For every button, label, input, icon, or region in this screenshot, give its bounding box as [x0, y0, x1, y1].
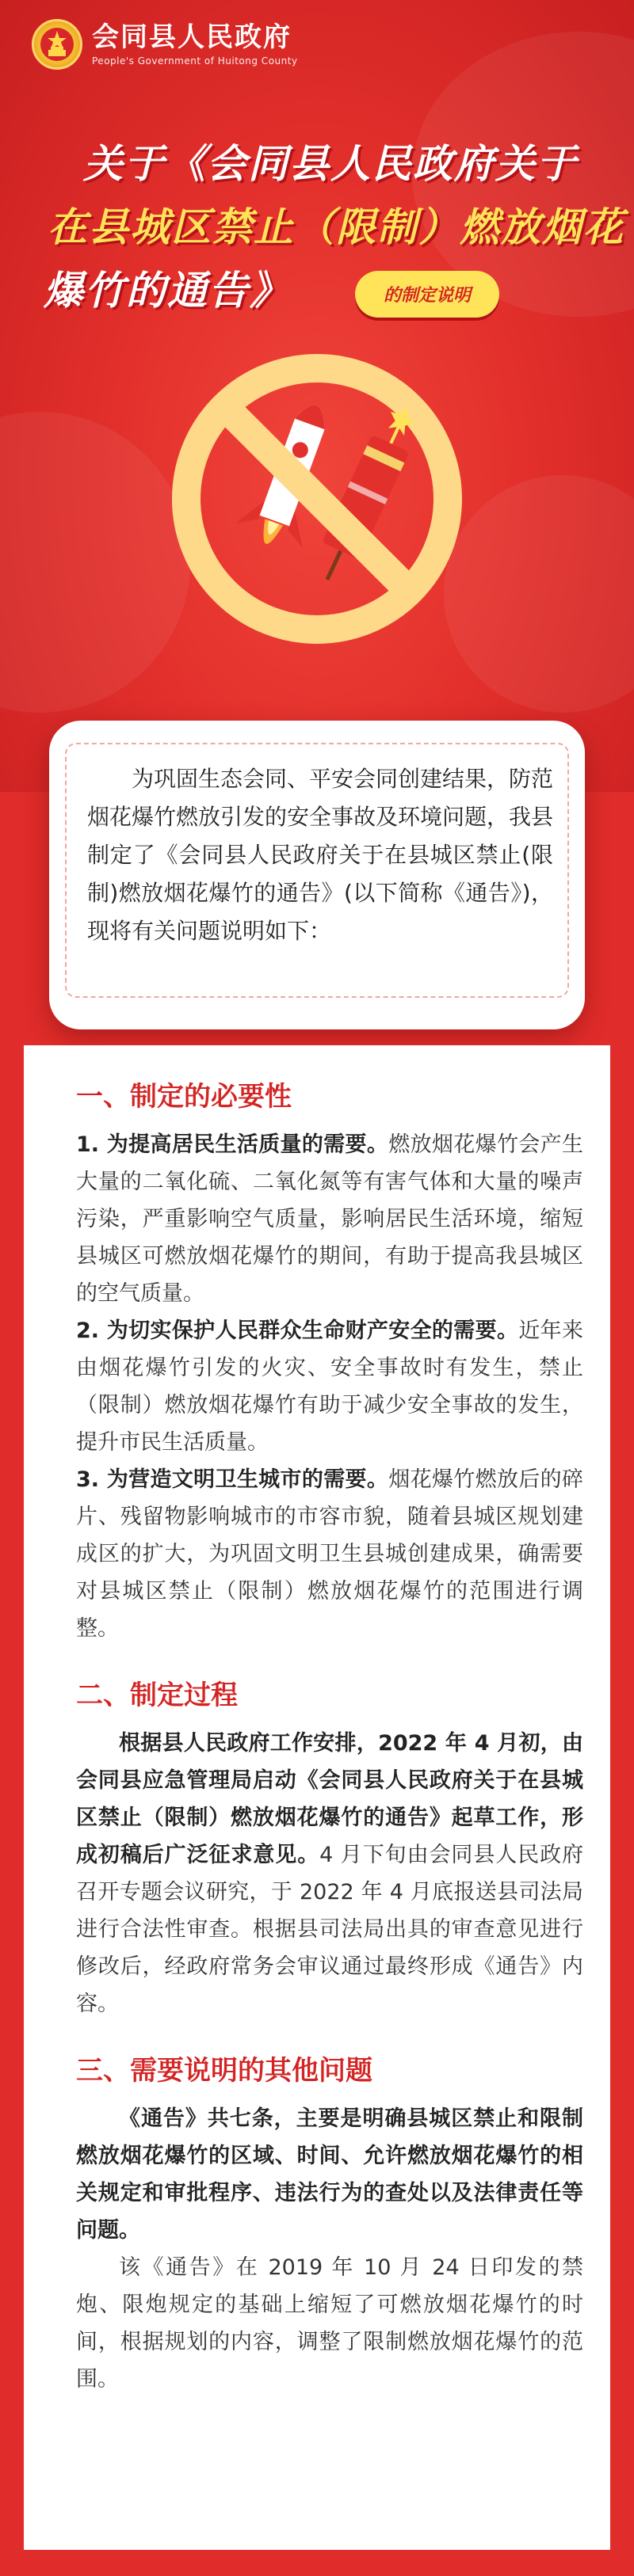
title-line-3: 爆竹的通告》: [44, 268, 291, 314]
section-2-body: 4 月下旬由会同县人民政府召开专题会议研究，于 2022 年 4 月底报送县司法局进行合法性审查。根据县司法局出具的审查意见进行修改后，经政府常务会审议通过最终形成《通告》内容。: [76, 1843, 584, 2016]
org-name: 会同县人民政府: [92, 21, 292, 53]
section-1-para-1: [76, 1126, 583, 1312]
section-1-para-1-lead: 1. 为提高居民生活质量的需要。: [76, 1132, 389, 1157]
section-1-para-3: [76, 1461, 583, 1647]
hero-banner: [0, 0, 634, 792]
section-1-para-3-body: 烟花爆竹燃放后的碎片、残留物影响城市的市容市貌，随着县城区规划建成区的扩大，为巩固文明卫生县城创建成果，确需要对县城区禁止（限制）燃放烟花爆竹的范围进行调整。: [76, 1467, 583, 1641]
section-1-title: 一、制定的必要性: [76, 1081, 292, 1113]
intro-frame: [65, 743, 569, 998]
section-3-para-1: [76, 2100, 583, 2249]
logo[interactable]: [32, 19, 298, 70]
intro-card: [49, 721, 585, 1029]
section-1-para-2-body: 近年来由烟花爆竹引发的火灾、安全事故时有发生，禁止（限制）燃放烟花爆竹有助于减少安全事故的发生，提升市民生活质量。: [76, 1318, 583, 1455]
section-1-para-1-body: 燃放烟花爆竹会产生大量的二氧化硫、二氧化氮等有害气体和大量的噪声污染，严重影响空气质量，影响居民生活环境，缩短县城区可燃放烟花爆竹的期间，有助于提高我县城区的空气质量。: [76, 1132, 583, 1306]
section-1-para-2-lead: 2. 为切实保护人民群众生命财产安全的需要。: [76, 1318, 519, 1343]
title-line-1: 关于《会同县人民政府关于: [83, 141, 578, 187]
section-2-para: [76, 1725, 583, 2022]
org-name-en: People's Government of Huitong County: [92, 55, 298, 67]
intro-text: 为巩固生态会同、平安会同创建结果，防范烟花爆竹燃放引发的安全事故及环境问题，我县制定了《会同县人民政府关于在县城区禁止(限制)燃放烟花爆竹的通告》(以下简称《通告》)，现将有关问题说明如下：: [87, 766, 554, 944]
section-1-para-3-lead: 3. 为营造文明卫生城市的需要。: [76, 1467, 389, 1492]
section-2-title: 二、制定过程: [76, 1680, 238, 1711]
section-3-lead: 《通告》共七条，主要是明确县城区禁止和限制燃放烟花爆竹的区域、时间、允许燃放烟花爆竹的相关规定和审批程序、违法行为的查处以及法律责任等问题。: [76, 2106, 583, 2243]
section-1-para-2: [76, 1312, 583, 1461]
content-panel: [24, 1045, 610, 2550]
section-3-title: 三、需要说明的其他问题: [76, 2055, 372, 2087]
title-badge: 的制定说明: [355, 271, 499, 318]
section-3-para-2: 该《通告》在 2019 年 10 月 24 日印发的禁炮、限炮规定的基础上缩短了可燃放烟花爆竹的时间，根据规划的内容，调整了限制燃放烟花爆竹的范围。: [76, 2255, 583, 2391]
no-fireworks-icon: [166, 348, 468, 649]
section-2-lead: 根据县人民政府工作安排，2022 年 4 月初，由会同县应急管理局启动《会同县人民政府关于在县城区禁止（限制）燃放烟花爆竹的通告》起草工作，形成初稿后广泛征求意见。: [76, 1731, 583, 1867]
emblem-icon: [32, 19, 82, 70]
title-line-2: 在县城区禁止（限制）燃放烟花: [48, 204, 624, 250]
